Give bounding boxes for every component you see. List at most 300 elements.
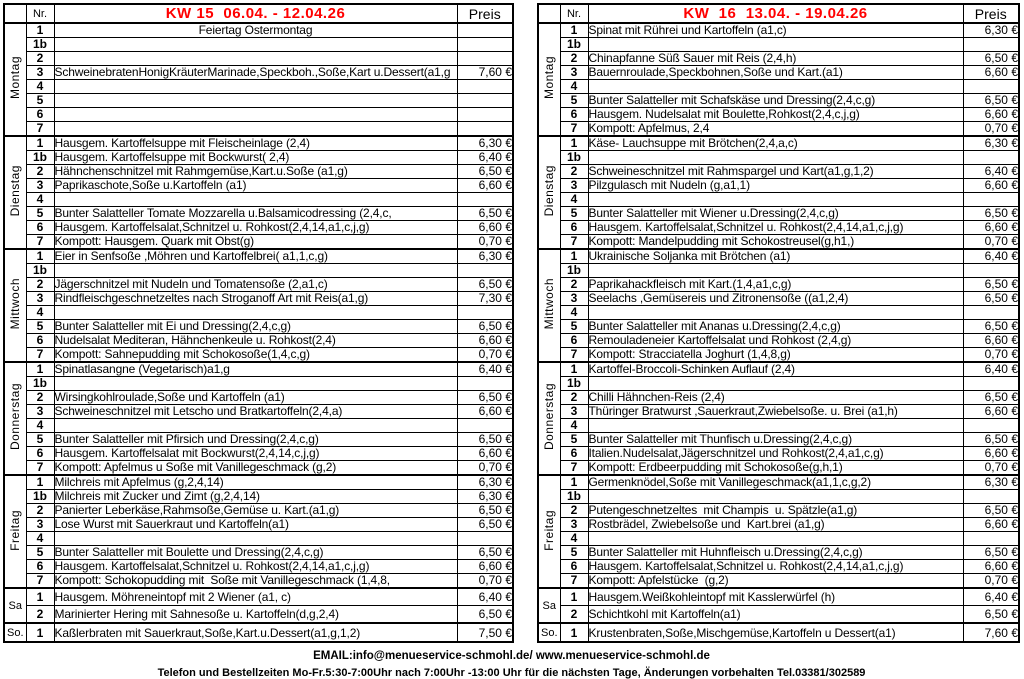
meal-number: 1b [26, 490, 54, 504]
meal-number: 1 [26, 23, 54, 38]
meal-price: 0,70 € [963, 461, 1019, 476]
menu-row [538, 292, 1019, 306]
meal-price: 6,50 € [963, 546, 1019, 560]
meal-number: 2 [560, 504, 588, 518]
meal-price: 6,40 € [457, 362, 513, 377]
meal-price: 6,50 € [963, 504, 1019, 518]
menu-row [538, 433, 1019, 447]
meal-description: Nudelsalat Mediteran, Hähnchenkeule u. Rohkost(2,4) [54, 334, 457, 348]
meal-number: 1 [560, 136, 588, 151]
menu-row [538, 518, 1019, 532]
meal-number: 2 [26, 52, 54, 66]
meal-description: Kompott: Hausgem. Quark mit Obst(g) [54, 235, 457, 250]
meal-number: 6 [26, 221, 54, 235]
meal-description: Schweineschnitzel mit Rahmspargel und Kart(a1,g,1,2) [588, 165, 963, 179]
meal-number: 1b [26, 264, 54, 278]
menu-row [4, 405, 513, 419]
meal-description: Kompott: Apfelstücke (g,2) [588, 574, 963, 589]
menu-row [538, 122, 1019, 137]
meal-number: 5 [26, 94, 54, 108]
meal-number: 4 [26, 80, 54, 94]
meal-number: 3 [26, 518, 54, 532]
meal-price: 0,70 € [963, 235, 1019, 250]
meal-number: 5 [26, 433, 54, 447]
meal-price: 6,50 € [963, 391, 1019, 405]
meal-price: 6,60 € [963, 108, 1019, 122]
meal-price [457, 52, 513, 66]
menu-row [4, 278, 513, 292]
meal-number: 3 [560, 179, 588, 193]
menu-row [4, 475, 513, 490]
meal-description: Bunter Salatteller Tomate Mozzarella u.Balsamicodressing (2,4,c, [54, 207, 457, 221]
meal-description: Italien.Nudelsalat,Jägerschnitzel und Rohkost(2,4,a1,c,g) [588, 447, 963, 461]
weekly-menu-tables [3, 3, 1020, 643]
meal-description [54, 108, 457, 122]
menu-row [4, 108, 513, 122]
meal-description [588, 490, 963, 504]
meal-description: Kompott: Apfelmus u Soße mit Vanillegeschmack (g,2) [54, 461, 457, 476]
meal-price: 6,50 € [963, 292, 1019, 306]
meal-description: Paprikaschote,Soße u.Kartoffeln (a1) [54, 179, 457, 193]
meal-number: 4 [560, 80, 588, 94]
menu-row [538, 136, 1019, 151]
meal-number: 5 [560, 320, 588, 334]
day-label-donnerstag: Donnerstag [4, 362, 26, 475]
meal-number: 2 [26, 391, 54, 405]
menu-row [538, 221, 1019, 235]
meal-number: 6 [26, 334, 54, 348]
meal-number: 1 [560, 475, 588, 490]
menu-row [4, 221, 513, 235]
meal-number: 1b [26, 377, 54, 391]
meal-price: 6,30 € [963, 136, 1019, 151]
meal-number: 1 [560, 249, 588, 264]
meal-price: 0,70 € [457, 235, 513, 250]
meal-number: 2 [560, 391, 588, 405]
menu-row [4, 122, 513, 137]
meal-description [588, 532, 963, 546]
meal-number: 3 [26, 405, 54, 419]
day-label-freitag: Freitag [4, 475, 26, 588]
nr-column-header: Nr. [26, 4, 54, 23]
menu-body-kw16 [538, 23, 1019, 642]
menu-row [4, 574, 513, 589]
meal-number: 1 [26, 249, 54, 264]
meal-number: 4 [26, 193, 54, 207]
week-title-kw15: KW 15 06.04. - 12.04.26 [54, 4, 457, 23]
meal-description [54, 122, 457, 137]
meal-description [588, 264, 963, 278]
meal-number: 6 [560, 447, 588, 461]
meal-description: Hausgem. Kartoffelsuppe mit Bockwurst( 2,4) [54, 151, 457, 165]
meal-number: 2 [560, 278, 588, 292]
meal-description: Eier in Senfsoße ,Möhren und Kartoffelbrei( a1,1,c,g) [54, 249, 457, 264]
meal-price: 6,50 € [457, 391, 513, 405]
meal-price: 6,60 € [963, 221, 1019, 235]
menu-row [538, 532, 1019, 546]
meal-description [54, 419, 457, 433]
meal-description: Bunter Salatteller mit Schafskäse und Dressing(2,4,c,g) [588, 94, 963, 108]
meal-number: 3 [26, 66, 54, 80]
nr-column-header: Nr. [560, 4, 588, 23]
meal-description: Thüringer Bratwurst ,Sauerkraut,Zwiebelsoße. u. Brei (a1,h) [588, 405, 963, 419]
menu-table-kw15 [3, 3, 514, 643]
menu-table-kw16 [537, 3, 1020, 643]
meal-number: 4 [560, 532, 588, 546]
meal-price: 0,70 € [963, 348, 1019, 363]
meal-number: 1 [26, 136, 54, 151]
meal-description [54, 94, 457, 108]
menu-row [538, 264, 1019, 278]
meal-description: Bunter Salatteller mit Boulette und Dressing(2,4,c,g) [54, 546, 457, 560]
meal-number: 4 [26, 306, 54, 320]
meal-number: 7 [560, 348, 588, 363]
menu-row [538, 165, 1019, 179]
meal-description [588, 377, 963, 391]
meal-number: 1 [26, 362, 54, 377]
menu-row [4, 264, 513, 278]
meal-number: 4 [560, 306, 588, 320]
meal-number: 1b [560, 151, 588, 165]
meal-description: Kompott: Mandelpudding mit Schokostreusel(g,h1,) [588, 235, 963, 250]
menu-row [4, 193, 513, 207]
meal-number: 2 [26, 504, 54, 518]
meal-description [54, 377, 457, 391]
menu-row [538, 377, 1019, 391]
menu-row [4, 320, 513, 334]
meal-price: 6,50 € [457, 278, 513, 292]
header-row [538, 4, 1019, 23]
meal-price [963, 264, 1019, 278]
meal-price: 6,60 € [963, 560, 1019, 574]
meal-number: 1 [560, 623, 588, 642]
price-column-header: Preis [457, 4, 513, 23]
menu-row [538, 606, 1019, 624]
meal-description [54, 38, 457, 52]
meal-price [963, 151, 1019, 165]
meal-description: Milchreis mit Apfelmus (g,2,4,14) [54, 475, 457, 490]
meal-price: 6,40 € [963, 588, 1019, 606]
meal-number: 5 [26, 207, 54, 221]
meal-price: 6,50 € [457, 320, 513, 334]
meal-price [963, 80, 1019, 94]
meal-price: 6,50 € [963, 320, 1019, 334]
meal-number: 6 [26, 447, 54, 461]
day-column-header [538, 4, 560, 23]
meal-number: 5 [560, 433, 588, 447]
menu-row [4, 94, 513, 108]
meal-description [54, 264, 457, 278]
meal-description: Hausgem. Kartoffelsalat,Schnitzel u. Rohkost(2,4,14,a1,c,j,g) [54, 221, 457, 235]
menu-row [538, 278, 1019, 292]
meal-price: 6,30 € [457, 249, 513, 264]
menu-row [538, 546, 1019, 560]
menu-row [4, 546, 513, 560]
menu-row [4, 334, 513, 348]
meal-price [963, 306, 1019, 320]
menu-body-kw15 [4, 23, 513, 642]
footer-phone-line: Telefon und Bestellzeiten Mo-Fr.5:30-7:00Uhr nach 7:00Uhr -13:00 Uhr für die nächsten Tage, Änderungen vorbehalten Tel.03381/302589 [157, 667, 866, 679]
menu-row [4, 504, 513, 518]
meal-description: Lose Wurst mit Sauerkraut und Kartoffeln(a1) [54, 518, 457, 532]
meal-price: 6,40 € [963, 249, 1019, 264]
menu-row [538, 66, 1019, 80]
menu-row [4, 588, 513, 606]
menu-row [4, 433, 513, 447]
menu-row [538, 80, 1019, 94]
meal-number: 5 [560, 94, 588, 108]
meal-price: 7,30 € [457, 292, 513, 306]
meal-price [457, 193, 513, 207]
meal-description: Putengeschnetzeltes mit Champis u. Spätzle(a1,g) [588, 504, 963, 518]
meal-number: 7 [26, 574, 54, 589]
menu-row [538, 447, 1019, 461]
day-label-dienstag: Dienstag [4, 136, 26, 249]
menu-row [538, 504, 1019, 518]
meal-price [963, 490, 1019, 504]
meal-number: 2 [560, 606, 588, 624]
meal-description: SchweinebratenHonigKräuterMarinade,Speckboh.,Soße,Kart u.Dessert(a1,g [54, 66, 457, 80]
menu-row [538, 249, 1019, 264]
day-label-montag: Montag [4, 23, 26, 136]
menu-row [538, 574, 1019, 589]
day-label-dienstag: Dienstag [538, 136, 560, 249]
meal-number: 7 [560, 122, 588, 137]
footer-email-line: EMAIL:info@menueservice-schmohl.de/ www.menueservice-schmohl.de [313, 650, 710, 662]
meal-number: 2 [560, 165, 588, 179]
meal-price [457, 264, 513, 278]
menu-row [4, 249, 513, 264]
meal-price: 7,50 € [457, 623, 513, 642]
meal-number: 5 [560, 546, 588, 560]
meal-number: 4 [560, 193, 588, 207]
meal-description: Kaßlerbraten mit Sauerkraut,Soße,Kart.u.Dessert(a1,g,1,2) [54, 623, 457, 642]
meal-description: Chilli Hähnchen-Reis (2,4) [588, 391, 963, 405]
meal-price: 6,50 € [457, 518, 513, 532]
meal-number: 3 [26, 292, 54, 306]
meal-description: Hausgem. Kartoffelsuppe mit Fleischeinlage (2,4) [54, 136, 457, 151]
meal-description: Panierter Leberkäse,Rahmsoße,Gemüse u. Kart.(a1,g) [54, 504, 457, 518]
meal-price [457, 377, 513, 391]
menu-row [4, 518, 513, 532]
meal-description: Bauernroulade,Speckbohnen,Soße und Kart.(a1) [588, 66, 963, 80]
menu-row [4, 560, 513, 574]
menu-row [4, 179, 513, 193]
meal-description: Paprikahackfleisch mit Kart.(1,4,a1,c,g) [588, 278, 963, 292]
meal-price: 6,50 € [457, 433, 513, 447]
day-label-montag: Montag [538, 23, 560, 136]
meal-description [54, 193, 457, 207]
menu-row [538, 588, 1019, 606]
meal-description [54, 306, 457, 320]
meal-description: Bunter Salatteller mit Huhnfleisch u.Dressing(2,4,c,g) [588, 546, 963, 560]
meal-number: 6 [560, 334, 588, 348]
meal-price: 6,60 € [457, 560, 513, 574]
menu-row [4, 490, 513, 504]
menu-row [538, 475, 1019, 490]
menu-row [4, 348, 513, 363]
meal-price [963, 193, 1019, 207]
menu-row [538, 490, 1019, 504]
menu-row [538, 38, 1019, 52]
meal-number: 3 [560, 518, 588, 532]
meal-description: Hähnchenschnitzel mit Rahmgemüse,Kart.u.Soße (a1,g) [54, 165, 457, 179]
menu-row [538, 320, 1019, 334]
meal-price: 7,60 € [963, 623, 1019, 642]
meal-price: 6,50 € [963, 606, 1019, 624]
meal-price: 6,60 € [963, 405, 1019, 419]
menu-row [4, 292, 513, 306]
menu-row [4, 52, 513, 66]
meal-description: Hausgem. Kartoffelsalat,Schnitzel u. Rohkost(2,4,14,a1,c,j,g) [588, 560, 963, 574]
menu-row [4, 362, 513, 377]
price-column-header: Preis [963, 4, 1019, 23]
meal-number: 1b [26, 151, 54, 165]
meal-description: Hausgem. Kartoffelsalat mit Bockwurst(2,4,14,c,j,g) [54, 447, 457, 461]
meal-price: 6,60 € [457, 179, 513, 193]
menu-row [4, 447, 513, 461]
menu-row [4, 606, 513, 624]
meal-description [588, 151, 963, 165]
meal-number: 1b [26, 38, 54, 52]
meal-price: 6,50 € [457, 207, 513, 221]
meal-price [963, 419, 1019, 433]
meal-number: 1b [560, 264, 588, 278]
day-label-donnerstag: Donnerstag [538, 362, 560, 475]
meal-description: Spinat mit Rührei und Kartoffeln (a1,c) [588, 23, 963, 38]
meal-number: 7 [26, 348, 54, 363]
meal-price: 7,60 € [457, 66, 513, 80]
meal-price [963, 38, 1019, 52]
meal-price: 6,30 € [457, 490, 513, 504]
menu-row [4, 23, 513, 38]
menu-row [538, 52, 1019, 66]
menu-row [538, 23, 1019, 38]
meal-price: 6,40 € [457, 588, 513, 606]
meal-price: 6,60 € [963, 179, 1019, 193]
meal-price [457, 419, 513, 433]
menu-row [538, 391, 1019, 405]
menu-row [538, 405, 1019, 419]
meal-number: 6 [560, 108, 588, 122]
menu-row [4, 306, 513, 320]
meal-description [588, 419, 963, 433]
menu-row [4, 461, 513, 476]
meal-number: 5 [560, 207, 588, 221]
meal-number: 2 [560, 52, 588, 66]
meal-price [457, 306, 513, 320]
meal-price [457, 80, 513, 94]
meal-number: 1b [560, 490, 588, 504]
meal-price: 6,40 € [963, 165, 1019, 179]
day-label-freitag: Freitag [538, 475, 560, 588]
menu-row [4, 165, 513, 179]
meal-description: Rostbrädel, Zwiebelsoße und Kart.brei (a1,g) [588, 518, 963, 532]
menu-row [538, 623, 1019, 642]
meal-price: 6,40 € [963, 362, 1019, 377]
meal-number: 7 [560, 574, 588, 589]
meal-number: 2 [26, 278, 54, 292]
meal-price: 0,70 € [457, 461, 513, 476]
meal-description: Käse- Lauchsuppe mit Brötchen(2,4,a,c) [588, 136, 963, 151]
meal-description: Hausgem. Nudelsalat mit Boulette,Rohkost(2,4,c,j,g) [588, 108, 963, 122]
meal-price: 6,50 € [963, 94, 1019, 108]
meal-number: 2 [26, 165, 54, 179]
menu-row [4, 419, 513, 433]
meal-description [588, 306, 963, 320]
menu-row [538, 334, 1019, 348]
meal-number: 4 [560, 419, 588, 433]
meal-number: 7 [560, 461, 588, 476]
meal-description: Germenknödel,Soße mit Vanillegeschmack(a1,1,c,g,2) [588, 475, 963, 490]
meal-description [588, 193, 963, 207]
meal-price: 0,70 € [963, 574, 1019, 589]
meal-description: Wirsingkohlroulade,Soße und Kartoffeln (a1) [54, 391, 457, 405]
meal-price: 6,60 € [457, 334, 513, 348]
meal-price: 0,70 € [457, 574, 513, 589]
meal-description: Kompott: Erdbeerpudding mit Schokosoße(g,h,1) [588, 461, 963, 476]
meal-number: 7 [26, 235, 54, 250]
meal-number: 5 [26, 320, 54, 334]
meal-description: Bunter Salatteller mit Wiener u.Dressing(2,4,c,g) [588, 207, 963, 221]
meal-description [54, 80, 457, 94]
menu-row [538, 461, 1019, 476]
meal-description: Schichtkohl mit Kartoffeln(a1) [588, 606, 963, 624]
day-label-mittwoch: Mittwoch [4, 249, 26, 362]
meal-description: Milchreis mit Zucker und Zimt (g,2,4,14) [54, 490, 457, 504]
day-label-so: So. [538, 623, 560, 642]
day-label-mittwoch: Mittwoch [538, 249, 560, 362]
meal-number: 1b [560, 38, 588, 52]
meal-number: 7 [26, 461, 54, 476]
meal-price [963, 532, 1019, 546]
meal-description: Rindfleischgeschnetzeltes nach Stroganoff Art mit Reis(a1,g) [54, 292, 457, 306]
menu-row [4, 377, 513, 391]
menu-row [538, 151, 1019, 165]
meal-price: 6,60 € [963, 447, 1019, 461]
meal-price: 6,60 € [457, 405, 513, 419]
meal-number: 1 [26, 475, 54, 490]
day-label-so: So. [4, 623, 26, 642]
meal-description: Seelachs ,Gemüsereis und Zitronensoße ((a1,2,4) [588, 292, 963, 306]
meal-description: Jägerschnitzel mit Nudeln und Tomatensoße (2,a1,c) [54, 278, 457, 292]
menu-row [4, 391, 513, 405]
meal-number: 1 [560, 588, 588, 606]
menu-row [538, 362, 1019, 377]
menu-row [538, 419, 1019, 433]
menu-row [538, 235, 1019, 250]
menu-row [538, 193, 1019, 207]
meal-description [54, 532, 457, 546]
menu-row [4, 66, 513, 80]
meal-price: 6,60 € [457, 221, 513, 235]
meal-description: Krustenbraten,Soße,Mischgemüse,Kartoffeln u Dessert(a1) [588, 623, 963, 642]
meal-price [457, 108, 513, 122]
meal-price: 0,70 € [963, 122, 1019, 137]
meal-description: Marinierter Hering mit Sahnesoße u. Kartoffeln(d,g,2,4) [54, 606, 457, 624]
meal-number: 6 [560, 221, 588, 235]
menu-row [4, 151, 513, 165]
meal-number: 1 [26, 623, 54, 642]
menu-row [4, 207, 513, 221]
meal-number: 5 [26, 546, 54, 560]
meal-price: 6,30 € [457, 475, 513, 490]
meal-description: Spinatlasangne (Vegetarisch)a1,g [54, 362, 457, 377]
meal-price: 6,60 € [457, 447, 513, 461]
meal-price: 6,50 € [963, 207, 1019, 221]
meal-description: Schweineschnitzel mit Letscho und Bratkartoffeln(2,4,a) [54, 405, 457, 419]
meal-number: 7 [560, 235, 588, 250]
